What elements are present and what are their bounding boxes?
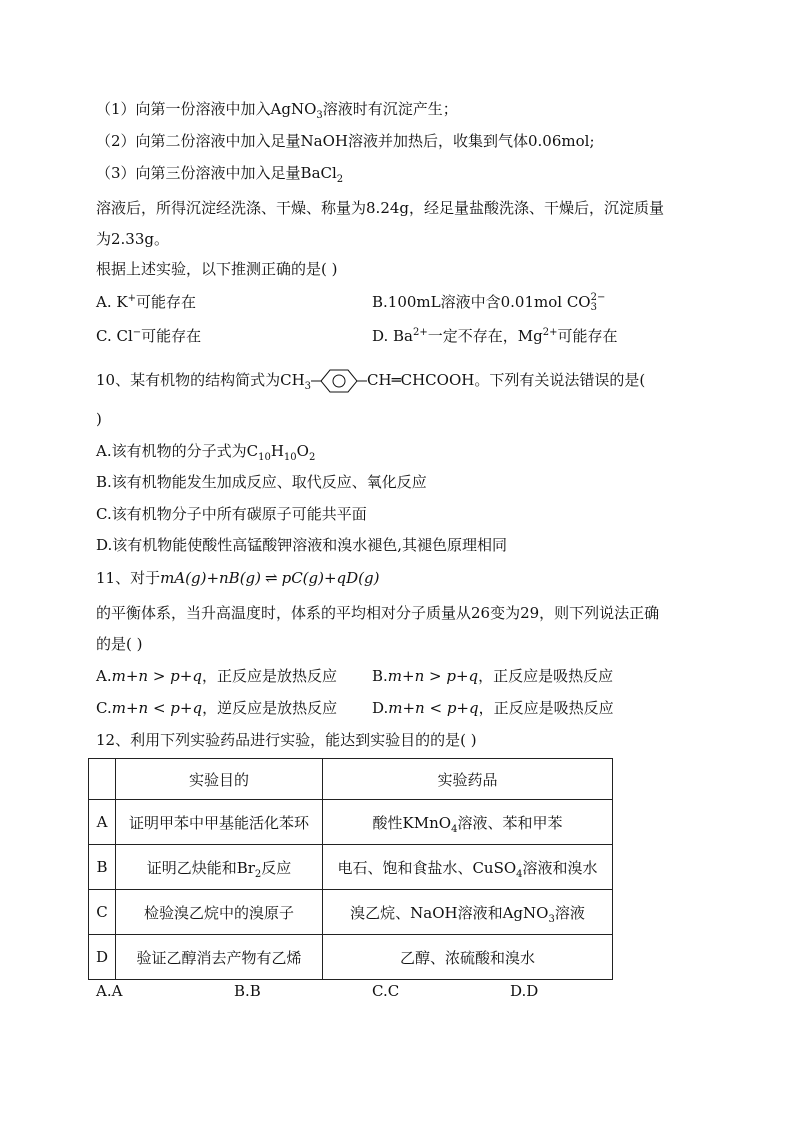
q9-step3: （3）向第三份溶液中加入足量BaCl$_2$ — [96, 164, 344, 185]
q10-option-b: B.该有机物能发生加成反应、取代反应、氧化反应 — [96, 473, 427, 491]
table-row — [89, 800, 613, 845]
q9-option-b: B.100mL溶液中含0.01mol CO 2− 3 — [372, 292, 606, 313]
q12-answer-c: C.C — [372, 982, 400, 1000]
q11-option-b: B.m+n > p+q，正反应是吸热反应 — [372, 667, 614, 685]
row-goal: 检验溴乙烷中的溴原子 — [116, 890, 323, 935]
q11-equation: 11、对于mA(g)+nB(g) ⇌ pC(g)+qD(g) — [96, 569, 380, 587]
q10-option-d: D.该有机物能使酸性高锰酸钾溶液和溴水褪色,其褪色原理相同 — [96, 536, 508, 554]
q9-option-d: D. $Ba^{2+}$一定不存在，$Mg^{2+}$可能存在 — [372, 327, 618, 345]
row-letter: C — [89, 890, 116, 935]
row-letter: B — [89, 845, 116, 890]
row-reagent: 溴乙烷、NaOH溶液和AgNO$_3$溶液 — [323, 890, 613, 935]
row-goal: 证明乙炔能和$Br_2$反应 — [116, 845, 323, 890]
experiment-table — [88, 758, 613, 980]
q11-option-d: D.m+n < p+q，正反应是吸热反应 — [372, 699, 614, 717]
row-reagent: 酸性KMnO$_4$溶液、苯和甲苯 — [323, 800, 613, 845]
q9-step3-cont2: 为2.33g。 — [96, 230, 170, 248]
table-header-reagent: 实验药品 — [323, 759, 613, 800]
q9-step3-cont1: 溶液后，所得沉淀经洗涤、干燥、称量为8.24g，经足量盐酸洗涤、干燥后，沉淀质量 — [96, 199, 665, 217]
table-header-goal: 实验目的 — [116, 759, 323, 800]
q12-stem: 12、利用下列实验药品进行实验，能达到实验目的的是( ) — [96, 731, 477, 749]
q10-close: ) — [96, 410, 102, 428]
q10-option-c: C.该有机物分子中所有碳原子可能共平面 — [96, 505, 367, 523]
q9-step1: （1）向第一份溶液中加入AgNO$_3$溶液时有沉淀产生； — [96, 100, 458, 121]
q11-option-c: C.m+n < p+q，逆反应是放热反应 — [96, 699, 338, 717]
q9-option-a: A. K+可能存在 — [96, 293, 196, 311]
q11-stem2: 的是( ) — [96, 635, 143, 653]
row-goal: 验证乙醇消去产物有乙烯 — [116, 935, 323, 980]
equilibrium-arrows-icon: ⇌ — [265, 569, 278, 587]
table-row — [89, 845, 613, 890]
row-goal: 证明甲苯中甲基能活化苯环 — [116, 800, 323, 845]
table-row — [89, 890, 613, 935]
q11-stem1: 的平衡体系，当升高温度时，体系的平均相对分子质量从26变为29，则下列说法正确 — [96, 604, 660, 622]
benzene-ring-structure — [311, 367, 367, 395]
q10-stem: 10、某有机物的结构简式为$CH_3$ CH═CHCOOH。下列有关说法错误的是( — [96, 367, 645, 397]
q9-question: 根据上述实验，以下推测正确的是( ) — [96, 260, 338, 278]
q12-answer-a: A.A — [96, 982, 123, 1000]
q9-step2: （2）向第二份溶液中加入足量NaOH溶液并加热后，收集到气体0.06mol; — [96, 132, 595, 150]
q11-option-a: A.m+n > p+q，正反应是放热反应 — [96, 667, 337, 685]
row-letter: A — [89, 800, 116, 845]
q12-answer-b: B.B — [234, 982, 261, 1000]
table-header-row — [89, 759, 613, 800]
row-reagent: 电石、饱和食盐水、CuSO$_4$溶液和溴水 — [323, 845, 613, 890]
q9-option-c: C. Cl−可能存在 — [96, 327, 202, 345]
table-header-blank — [89, 759, 116, 800]
q12-answer-d: D.D — [510, 982, 539, 1000]
table-row — [89, 935, 613, 980]
row-letter: D — [89, 935, 116, 980]
q10-option-a: A.该有机物的分子式为$C_{10}H_{10}O_2$ — [96, 442, 316, 463]
row-reagent: 乙醇、浓硫酸和溴水 — [323, 935, 613, 980]
